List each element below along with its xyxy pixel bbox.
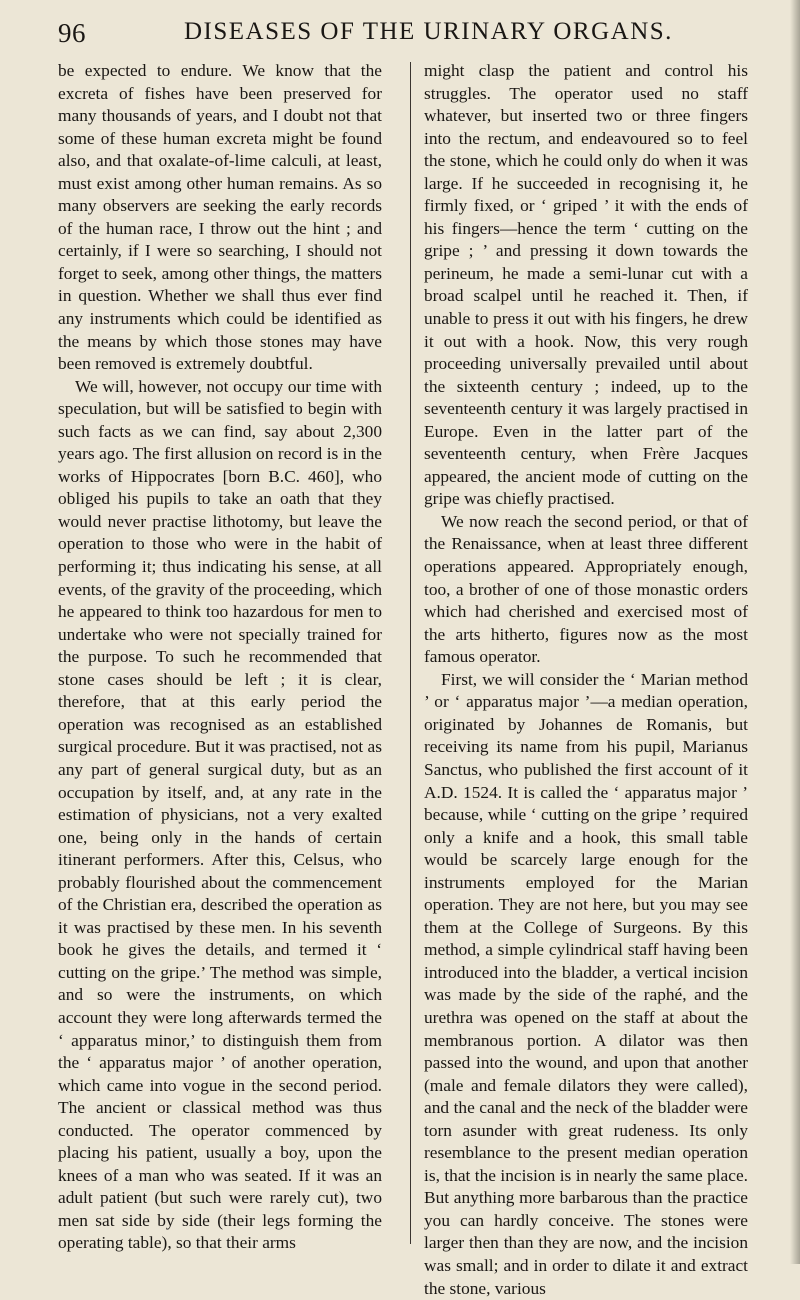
page-header xyxy=(58,14,774,50)
page-number: 96 xyxy=(58,18,86,48)
paragraph: We now reach the second period, or that of the Renaissance, when at least three different operations appeared. Appropriately enough, too, a brother of one of those monastic orders which had cherished and exercised most of the arts hitherto, figures now as the most famous operator. xyxy=(424,511,748,667)
paragraph: might clasp the patient and control his struggles. The operator used no staff whatever, but inserted two or three fingers into the rectum, and endeavoured so to feel the stone, which he could only do when it was large. If he succeeded in recognising it, he firmly fixed, or ‘ griped ’ it with the ends of his fingers—hence the term ‘ cutting on the gripe ; ’ and pressing it down towards the perineum, he made a semi-lunar cut with a broad scalpel until he reached it. Then, if unable to press it out with his fingers, he drew it out with a hook. Now, this very rough proceeding universally prevailed until about the sixteenth century ; indeed, up to the seventeenth century it was largely practised in Europe. Even in the latter part of the seventeenth century, when Frère Jacques appeared, the ancient mode of cutting on the gripe was chiefly practised. xyxy=(424,61,748,509)
running-title: DISEASES OF THE URINARY ORGANS. xyxy=(184,18,673,45)
column-divider xyxy=(410,62,411,1244)
paragraph: We will, however, not occupy our time with speculation, but will be satisfied to begin with such facts as we can find, say about 2,300 years ago. The first allusion on record is in the works of Hippocrates [born B.C. 460], who obliged his pupils to take an oath that they would never practise lithotomy, but leave the operation to those who were in the habit of performing it; thus indicating his sense, at all events, of the gravity of the proceeding, which he appeared to think too hazardous for men to undertake who were not specially trained for the purpose. To such he recommended that stone cases should be left ; it is clear, therefore, that at this early period the operation was recognised as an established surgical procedure. But it was practised, not as any part of general surgical duty, but as an occupation by itself, and, at any rate in the estimation of physicians, not a very exalted one, being only in the hands of certain itinerant performers. After this, Celsus, who probably flourished about the commencement of the Christian era, described the operation as it was practised by these men. In his seventh book he gives the details, and termed it ‘ cutting on the gripe.’ The method was simple, and so were the instruments, on which account they were long afterwards termed the ‘ apparatus minor,’ to distinguish them from the ‘ apparatus major ’ of another operation, which came into vogue in the second period. The ancient or classical method was thus conducted. The operator commenced by placing his patient, usually a boy, upon the knees of a man who was seated. If it was an adult patient (but such were rarely cut), two men sat side by side (their legs forming the operating table), so that their arms xyxy=(58,376,382,1253)
paragraph: be expected to endure. We know that the excreta of fishes have been preserved for many thousands of years, and I doubt not that some of these human excreta might be found also, and that oxalate-of-lime calculi, at least, must exist among other human remains. As so many observers are seeking the early records of the human race, I throw out the hint ; and certainly, if I were so searching, I should not forget to seek, among other things, the matters in question. Whether we shall thus ever find any instruments which could be identified as the means by which those stones may have been removed is extremely doubtful. xyxy=(58,61,382,374)
paragraph: First, we will consider the ‘ Marian method ’ or ‘ apparatus major ’—a median operation, originated by Johannes de Romanis, but receiving its name from his pupil, Marianus Sanctus, who published the first account of it A.D. 1524. It is called the ‘ apparatus major ’ because, while ‘ cutting on the gripe ’ required only a knife and a hook, this small table would be scarcely large enough for the instruments employed for the Marian operation. They are not here, but you may see them at the College of Surgeons. By this method, a simple cylindrical staff having been introduced into the bladder, a vertical incision was made by the side of the raphé, and the urethra was opened on the staff at about the membranous portion. A dilator was then passed into the wound, and upon that another (male and female dilators they were called), and the canal and the neck of the bladder were torn asunder with great rudeness. Its only resemblance to the present median operation is, that the incision is in nearly the same place. But anything more barbarous than the practice you can hardly conceive. The stones were larger then than they are now, and the incision was small; and in order to dilate it and extract the stone, various xyxy=(424,669,748,1298)
left-text-column xyxy=(58,60,382,1253)
right-text-column xyxy=(424,60,748,1298)
page-edge-shadow xyxy=(790,0,800,1264)
